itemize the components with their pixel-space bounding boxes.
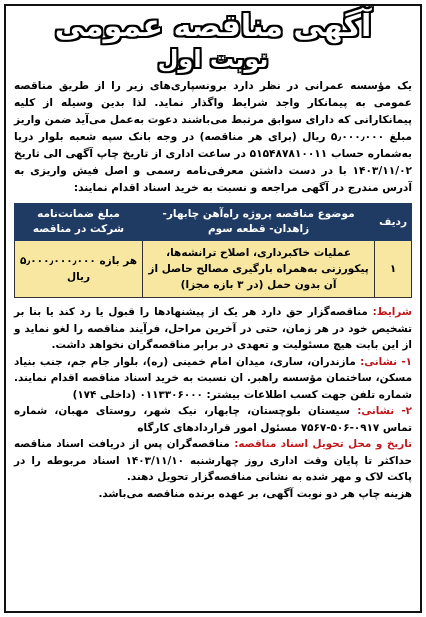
- ad-title: آگهی مناقصه عمومی: [54, 9, 372, 44]
- ad-subtitle: نوبت اول: [157, 45, 269, 73]
- address-1-text: مازندران، ساری، میدان امام خمینی (ره)، بلوار جام جم، جنب بنیاد مسکن، ساختمان مؤسسه راهبر. ان نسبت به خرید اسناد مناقصه اقدام نمایند. شماره تلفن جهت کسب اطلاعات بیشتر: ۰۱۱۳۳۰۶۰۰۰ (داخلی ۱۷۴): [14, 355, 412, 401]
- cell-subject: عملیات خاکبرداری، اصلاح ترانشه‌ها، پیکورزنی به‌همراه بارگیری مصالح حاصل از آن بدون حمل (در ۳ بازه مجزا): [143, 241, 375, 298]
- conditions-paragraph: [14, 304, 412, 354]
- address-1-label: ۱- نشانی:: [360, 355, 412, 368]
- delivery-label: تاریخ و محل تحویل اسناد مناقصه:: [234, 438, 413, 450]
- delivery-paragraph: [14, 436, 412, 486]
- address-1-paragraph: [14, 354, 412, 404]
- cell-row-number: ۱: [375, 241, 412, 298]
- conditions-text: مناقصه‌گزار حق دارد هر یک از پیشنهادها را قبول یا رد کند یا بنا بر تشخیص خود در هر زمان، حتی در آخرین مراحل، فرآیند مناقصه را لغو نماید و از این بابت هیچ مسئولیت و تعهدی در برابر مناقصه‌گران نخواهد داشت.: [14, 306, 412, 351]
- address-2-text: سیستان بلوچستان، چابهار، نیک شهر، روستای مهبان، شماره تماس ۰۹۱۷-۵۰۶-۷۵۶۷ مسئول امور قراردادهای کارگاه: [14, 405, 412, 434]
- header-row-number: ردیف: [375, 204, 412, 241]
- intro-text: در نظر دارد برونسپاری‌های زیر را از طریق مناقصه عمومی به پیمانکار واجد شرایط واگذار نماید. لذا بدین وسیله از کلیه پیمانکارانی که دارای سوابق مرتبط می‌باشند دعوت به‌عمل می‌آید ضمن واریز مبلغ ۵٫۰۰۰٫۰۰۰ ریال (برای هر مناقصه) در وجه بانک سپه شعبه بلوار دریا به‌شماره حساب ۵۱۵۴۸۷۸۱۰۰۱۱ در ساعت اداری از تاریخ چاپ آگهی الی تاریخ ۱۴۰۳/۱۱/۰۲ با در دست داشتن معرفی‌نامه رسمی و اصل فیش واریزی به آدرس مندرج در آگهی مراجعه و نسبت به خرید اسناد اقدام نمایند:: [14, 80, 412, 194]
- conditions-label: شرایط:: [372, 306, 412, 318]
- delivery-text: مناقصه‌گران پس از دریافت اسناد مناقصه حداکثر تا پایان وقت اداری روز چهارشنبه ۱۴۰۳/۱۱/۱۰ اسناد مربوطه را در پاکت لاک و مهر شده به نشانی مناقصه‌گزار تحویل دهند.: [14, 438, 413, 483]
- address-2-paragraph: [14, 403, 412, 436]
- header-subject: موضوع مناقصه پروژه راه‌آهن چابهار-زاهدان- قطعه سوم: [143, 204, 375, 241]
- table-row: [15, 241, 412, 298]
- address-2-label: ۲- نشانی:: [357, 405, 412, 417]
- advertisement-frame: [4, 4, 422, 613]
- cell-guarantee: هر بازه ۵٫۰۰۰٫۰۰۰٫۰۰۰ ریال: [15, 241, 143, 298]
- footer-note: هزینه چاپ هر دو نوبت آگهی، بر عهده برنده مناقصه می‌باشد.: [98, 487, 412, 500]
- organization-name: یک مؤسسه عمرانی: [304, 80, 413, 92]
- header-guarantee: مبلغ ضمانت‌نامه شرکت در مناقصه: [15, 204, 143, 241]
- intro-paragraph: [14, 78, 412, 197]
- tender-table-header: [15, 204, 412, 241]
- tender-table: [14, 203, 412, 298]
